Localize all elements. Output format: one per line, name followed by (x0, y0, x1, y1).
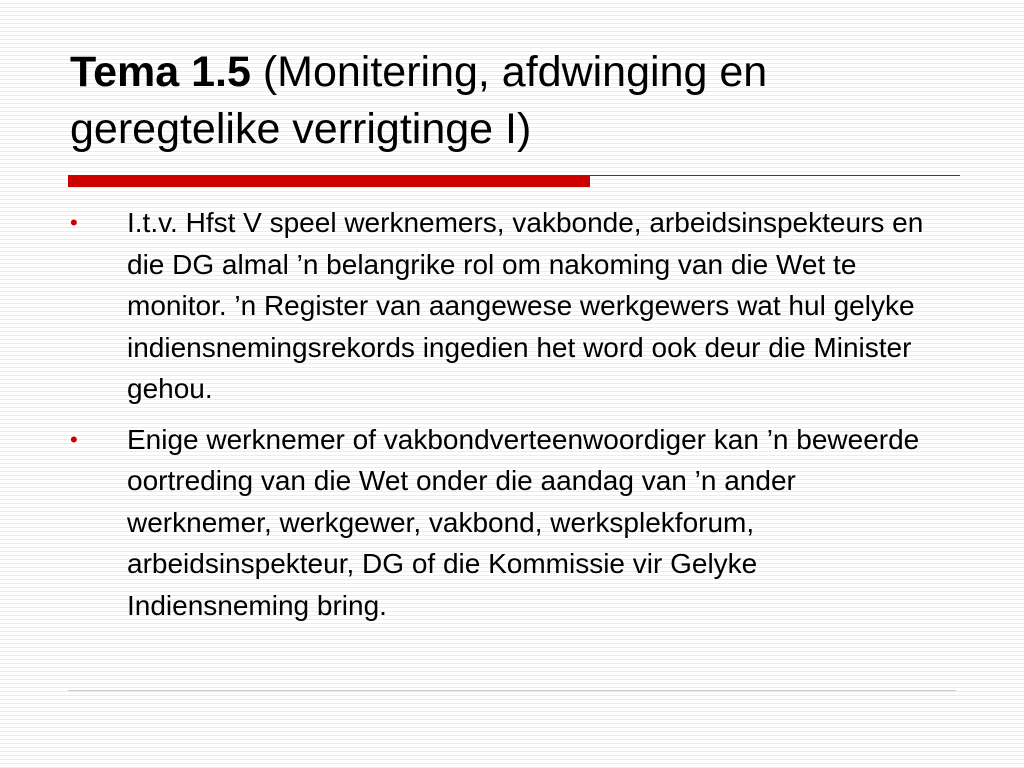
title-subtitle: (Monitering, afdwinging en geregtelike verrigtinge I) (70, 48, 768, 153)
bullet-icon: • (70, 426, 78, 452)
footer-divider (68, 690, 956, 691)
title-underline-bar (68, 175, 590, 187)
bullet-item (70, 419, 940, 627)
bullet-text: I.t.v. Hfst V speel werknemers, vakbonde, arbeidsinspekteurs en die DG almal ’n belangrike rol om nakoming van die Wet te monitor. ’n Register van aangewese werkgewers wat hul gelyke indiensnemingsrekords ingedien het word ook deur die Minister gehou. (127, 207, 924, 404)
title-underline-line (590, 175, 960, 176)
slide-title (70, 44, 970, 158)
bullet-icon: • (70, 210, 78, 235)
bullet-item (70, 202, 940, 410)
bullet-list (70, 202, 940, 635)
title-topic-number: Tema 1.5 (70, 48, 251, 96)
bullet-text: Enige werknemer of vakbondverteenwoordiger kan ’n beweerde oortreding van die Wet onder die aandag van ’n ander werknemer, werkgewer, vakbond, werksplekforum, arbeidsinspekteur, DG of die Kommissie vir Gelyke Indiensneming bring. (127, 423, 920, 621)
